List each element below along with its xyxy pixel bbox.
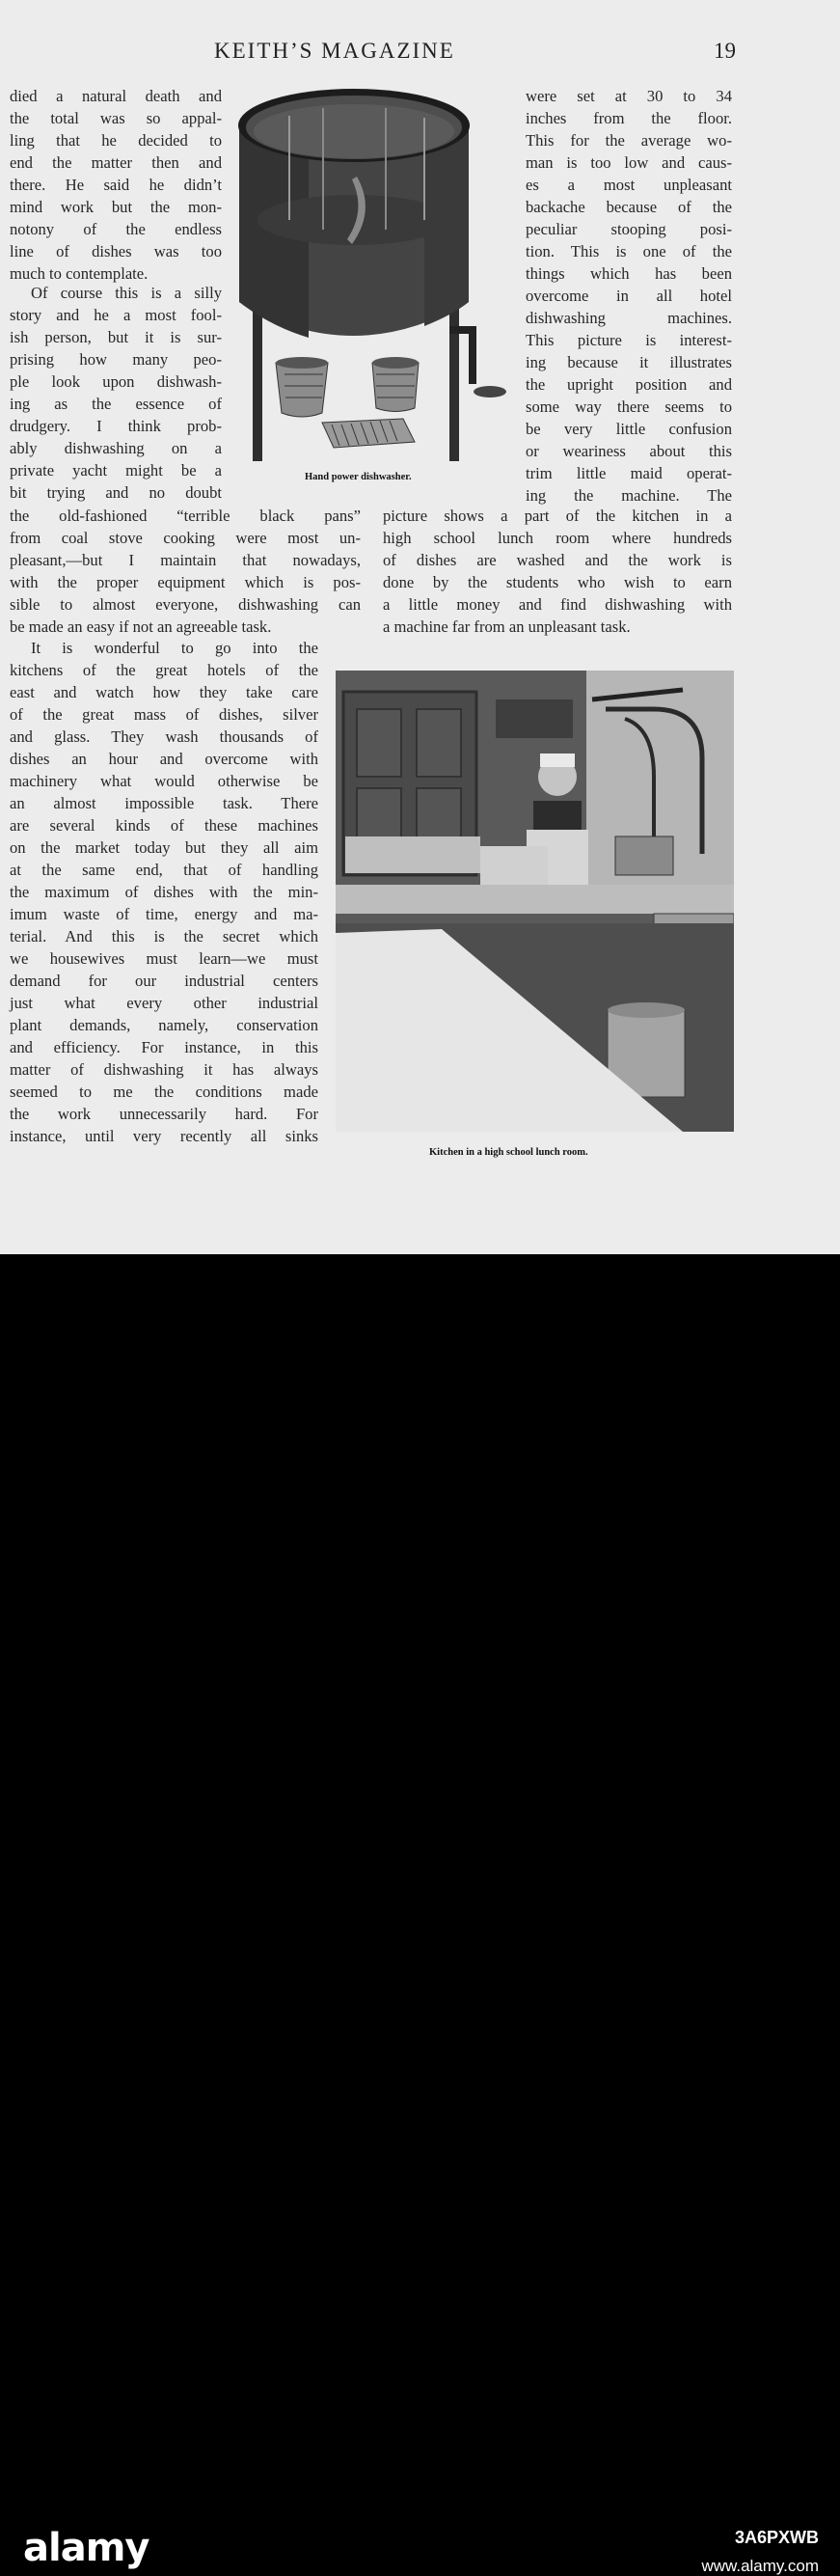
kitchen-photograph xyxy=(336,671,734,1132)
text-line: dishwashing machines. xyxy=(526,309,732,327)
text-line: This picture is interest- xyxy=(526,331,732,349)
text-line: picture shows a part of the kitchen in a xyxy=(383,507,732,525)
site-url: www.alamy.com xyxy=(701,2557,819,2575)
text-line: ling that he decided to xyxy=(10,131,222,150)
text-line: just what every other industrial xyxy=(10,994,318,1012)
text-line: a machine far from an unpleasant task. xyxy=(383,617,631,636)
text-line: demand for our industrial centers xyxy=(10,972,318,990)
text-line: and glass. They wash thousands of xyxy=(10,727,318,746)
text-line: tion. This is one of the xyxy=(526,242,732,260)
text-line: end the matter then and xyxy=(10,153,222,172)
text-line: sible to almost everyone, dishwashing can xyxy=(10,595,361,614)
text-line: ish person, but it is sur- xyxy=(10,328,222,346)
text-line: ably dishwashing on a xyxy=(10,439,222,457)
text-line: ing because it illustrates xyxy=(526,353,732,371)
text-line: inches from the floor. xyxy=(526,109,732,127)
text-line: private yacht might be a xyxy=(10,461,222,480)
text-column-1 xyxy=(10,85,222,285)
text-line: are several kinds of these machines xyxy=(10,816,318,835)
text-line: the maximum of dishes with the min- xyxy=(10,883,318,901)
text-line: imum waste of time, energy and ma- xyxy=(10,905,318,923)
text-column-3 xyxy=(10,505,361,638)
text-line: things which has been xyxy=(526,264,732,283)
text-line: and efficiency. For instance, in this xyxy=(10,1038,318,1056)
text-line: the work unnecessarily hard. For xyxy=(10,1105,318,1123)
text-line: there. He said he didn’t xyxy=(10,176,222,194)
text-line: It is wonderful to go into the xyxy=(31,639,318,657)
text-line: story and he a most fool- xyxy=(10,306,222,324)
text-line: east and watch how they take care xyxy=(10,683,318,701)
text-line: es a most unpleasant xyxy=(526,176,732,194)
text-line: from coal stove cooking were most un- xyxy=(10,529,361,547)
text-line: be very little confusion xyxy=(526,420,732,438)
text-line: we housewives must learn—we must xyxy=(10,949,318,968)
text-line: overcome in all hotel xyxy=(526,287,732,305)
text-line: matter of dishwashing it has always xyxy=(10,1060,318,1079)
text-line: seemed to me the conditions made xyxy=(10,1082,318,1101)
text-line: man is too low and caus- xyxy=(526,153,732,172)
text-line: done by the students who wish to earn xyxy=(383,573,732,591)
text-line: plant demands, namely, conservation xyxy=(10,1016,318,1034)
figure-1-caption: Hand power dishwasher. xyxy=(305,472,412,482)
text-column-5 xyxy=(10,637,318,1147)
text-line: prising how many peo- xyxy=(10,350,222,369)
text-line: much to contemplate. xyxy=(10,264,149,283)
page-number: 19 xyxy=(714,39,736,63)
text-line: Of course this is a silly xyxy=(31,284,222,302)
text-line: a little money and find dishwashing with xyxy=(383,595,732,614)
text-column-4 xyxy=(383,505,732,638)
text-line: of dishes are washed and the work is xyxy=(383,551,732,569)
text-line: at the same end, that of handling xyxy=(10,861,318,879)
text-line: were set at 30 to 34 xyxy=(526,87,732,105)
figure-2-caption: Kitchen in a high school lunch room. xyxy=(429,1147,588,1158)
text-line: of the great mass of dishes, silver xyxy=(10,705,318,724)
text-line: line of dishes was too xyxy=(10,242,222,260)
text-line: or weariness about this xyxy=(526,442,732,460)
stock-footer xyxy=(0,1254,840,2575)
text-line: died a natural death and xyxy=(10,87,222,105)
text-line: backache because of the xyxy=(526,198,732,216)
text-line: kitchens of the great hotels of the xyxy=(10,661,318,679)
text-column-2 xyxy=(526,85,732,507)
image-code: 3A6PXWB xyxy=(734,2528,819,2547)
text-line: machinery what would otherwise be xyxy=(10,772,318,790)
text-line: drudgery. I think prob- xyxy=(10,417,222,435)
text-line: the total was so appal- xyxy=(10,109,222,127)
text-line: an almost impossible task. There xyxy=(10,794,318,812)
magazine-page xyxy=(0,0,840,1254)
text-line: trim little maid operat- xyxy=(526,464,732,482)
text-line: the old-fashioned “terrible black pans” xyxy=(10,507,361,525)
text-line: the upright position and xyxy=(526,375,732,394)
text-line: terial. And this is the secret which xyxy=(10,927,318,945)
text-line: ple look upon dishwash- xyxy=(10,372,222,391)
text-line: ing the machine. The xyxy=(526,486,732,505)
text-line: dishes an hour and overcome with xyxy=(10,750,318,768)
text-line: peculiar stooping posi- xyxy=(526,220,732,238)
text-line: instance, until very recently all sinks xyxy=(10,1127,318,1145)
text-line: mind work but the mon- xyxy=(10,198,222,216)
text-column-1b xyxy=(10,282,222,504)
running-head: KEITH’S MAGAZINE xyxy=(214,39,455,63)
text-line: some way there seems to xyxy=(526,397,732,416)
dishwasher-illustration xyxy=(231,85,517,469)
text-line: ing as the essence of xyxy=(10,395,222,413)
text-line: bit trying and no doubt xyxy=(10,483,222,502)
text-line: be made an easy if not an agreeable task. xyxy=(10,617,272,636)
text-line: notony of the endless xyxy=(10,220,222,238)
text-line: high school lunch room where hundreds xyxy=(383,529,732,547)
text-line: with the proper equipment which is pos- xyxy=(10,573,361,591)
text-line: on the market today but they all aim xyxy=(10,838,318,857)
text-line: pleasant,—but I maintain that nowadays, xyxy=(10,551,361,569)
brand-logo: alamy xyxy=(23,2526,149,2570)
text-line: This for the average wo- xyxy=(526,131,732,150)
